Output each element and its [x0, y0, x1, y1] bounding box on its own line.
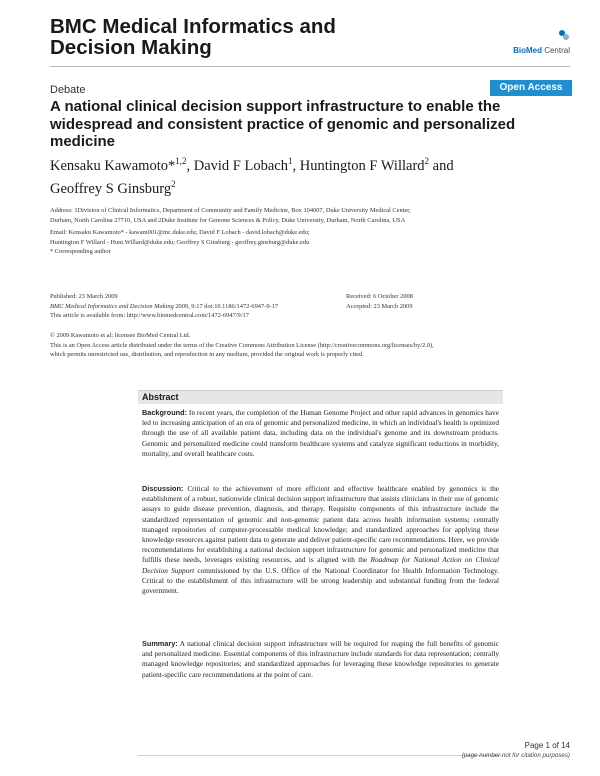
logo-text: BioMed Central	[513, 46, 570, 55]
abstract-box	[138, 390, 503, 756]
open-access-badge: Open Access	[490, 80, 572, 96]
article-title: A national clinical decision support infrastructure to enable the widespread and consistent practice of genomic and personalized medicine	[50, 98, 516, 150]
address-line-1: Address: 1Division of Clinical Informatics, Department of Community and Family Medicine, Box 104007, Duke University Medical Center,	[50, 207, 411, 214]
citation: BMC Medical Informatics and Decision Making 2009, 9:17 doi:10.1186/1472-6947-9-17	[50, 302, 279, 310]
author-list	[50, 152, 520, 198]
abstract-summary: Summary: A national clinical decision support infrastructure will be required for reaping the full benefits of genomic and personalized medicine. Essential components of this infrastructure include standards for data representation; centrally managed knowledge repositories; and standardized approaches for leveraging these knowledge repositories to generate patient-specific care recommendations at the point of care.	[142, 639, 499, 679]
abstract-discussion: Discussion: Critical to the achievement of more efficient and effective healthcare enabled by genomics is the establishment of a robust, nationwide clinical decision support infrastructure that assists clinicians in their use of genomic assays to guide disease prevention, diagnosis, and therapy. Requisite components of this infrastructure include the standardized representation of genomic and non-genomic patient data across health information systems; centrally managed repositories of computer-processable medical knowledge; and standardized approaches for applying these knowledge resources against patient data to generate and deliver patient-specific care recommendations. Here, we provide recommendations for establishing a national decision support infrastructure for genomic and personalized medicine that fulfills these needs, leverages existing resources, and is aligned with the Roadmap for National Action on Clinical Decision Support commissioned by the U.S. Office of the National Coordinator for Health Information Technology. Critical to the establishment of this infrastructure will be strong leadership and substantial funding from the federal government.	[142, 484, 499, 596]
received-accepted	[346, 292, 526, 311]
address-line-2: Durham, North Carolina 27710, USA and 2Duke Institute for Genome Sciences & Policy, Duke University, Durham, North Carolina, USA	[50, 216, 406, 224]
journal-title-line-2: Decision Making	[50, 36, 212, 59]
published-date: Published: 23 March 2009	[50, 293, 118, 300]
article-url[interactable]: This article is available from: http://www.biomedcentral.com/1472-6947/9/17	[50, 312, 249, 319]
license-line-1[interactable]: This is an Open Access article distributed under the terms of the Creative Commons Attribution License (http://creativecommons.org/licenses/by/2.0),	[50, 341, 434, 349]
biomed-central-logo	[500, 28, 570, 56]
abstract-heading: Abstract	[142, 392, 179, 402]
publication-info	[50, 292, 340, 321]
received-date: Received: 6 October 2008	[346, 293, 413, 300]
biomed-logo-icon	[558, 29, 570, 41]
license-block	[50, 331, 570, 360]
license-line-2: which permits unrestricted use, distribution, and reproduction in any medium, provided the original work is properly cited.	[50, 351, 364, 358]
article-type: Debate	[50, 84, 86, 96]
abstract-header	[138, 391, 503, 404]
header-divider	[50, 66, 570, 67]
email-block	[50, 228, 570, 257]
page-number: Page 1 of 14	[524, 741, 570, 750]
journal-title-line-1: BMC Medical Informatics and	[50, 15, 336, 38]
corresponding-author-note: * Corresponding author	[50, 248, 111, 255]
journal-title	[50, 16, 430, 58]
email-line-1: Email: Kensaku Kawamoto* - kawam001@mc.duke.edu; David F Lobach - david.lobach@duke.edu;	[50, 229, 310, 236]
abstract-background: Background: In recent years, the completion of the Human Genome Project and other rapid advances in genomics have led to increasing anticipation of an era of genomic and personalized medicine, in which an individual's health is optimized through the use of all available patient data, including data on the individual's genome and its downstream products. Genomic and personalized medicine could transform healthcare systems and catalyze significant reductions in morbidity, mortality, and overall healthcare costs.	[142, 408, 499, 458]
address-block	[50, 206, 570, 225]
page-number-note: (page number not for citation purposes)	[461, 752, 570, 759]
author-line-1: Kensaku Kawamoto*$^{1,2}$, David F Lobach$^1$, Huntington F Willard$^2$ and	[50, 156, 454, 174]
copyright: © 2009 Kawamoto et al; licensee BioMed Central Ltd.	[50, 332, 191, 339]
accepted-date: Accepted: 23 March 2009	[346, 302, 413, 310]
email-line-2: Huntington F Willard - Hunt.Willard@duke.edu; Geoffrey S Ginsburg - geoffrey.ginsburg@duke.edu	[50, 238, 310, 246]
author-line-2: Geoffrey S Ginsburg$^2$	[50, 178, 176, 197]
